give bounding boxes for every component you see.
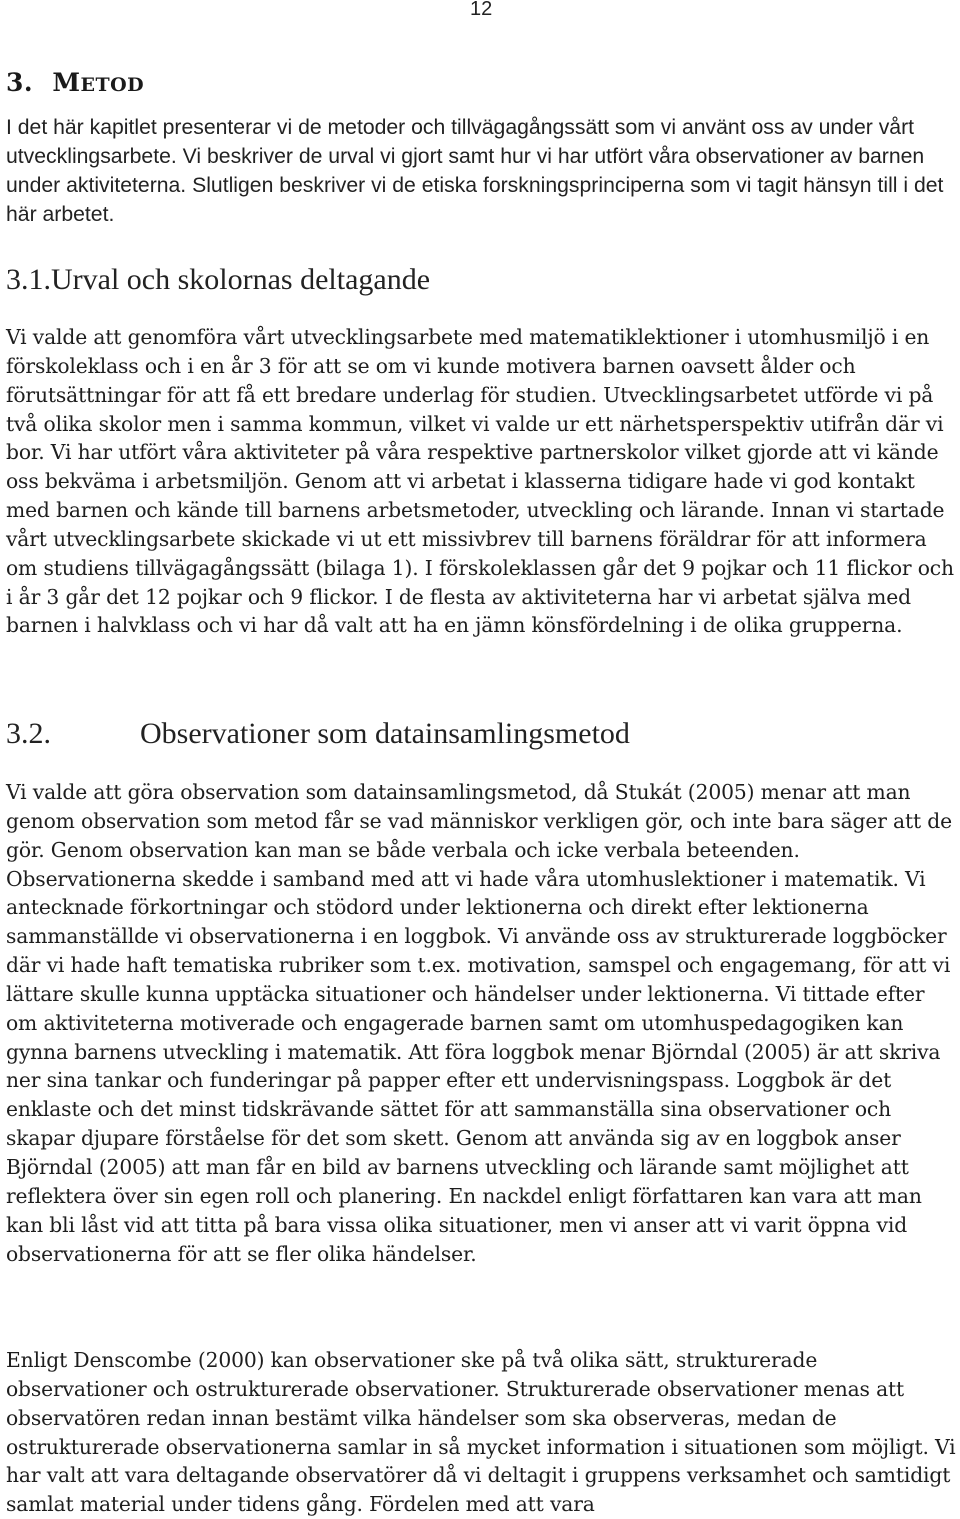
section-title: Urval och skolornas deltagande [51,263,431,296]
section-3-2-paragraph-2: Enligt Denscombe (2000) kan observationer ske på två olika sätt, strukturerade observationer och ostrukturerade observationer. Strukturerade observationer menas att observatören redan innan bestämt vilka händelser som ska observeras, medan de ostrukturerade observationerna samlar in så mycket information i situationen som möjligt. Vi har valt att vara deltagande observatörer då vi deltagit i gruppens verksamhet och samtidigt samlat material under tidens gång. Fördelen med att vara [6,1348,956,1517]
chapter-number: 3. [6,68,34,97]
chapter-title-first-letter: M [52,68,81,97]
page-number: 12 [470,0,493,20]
section-number: 3.1. [6,263,51,296]
chapter-heading [6,68,144,97]
section-heading-3-2 [6,717,630,751]
section-title: Observationer som datainsamlingsmetod [140,717,630,750]
chapter-title-rest: ETOD [80,74,145,96]
intro-paragraph: I det här kapitlet presenterar vi de metoder och tillvägagångssätt som vi använt oss av under vårt utvecklingsarbete. Vi beskriver de urval vi gjort samt hur vi har utfört våra observationer av barnen under aktiviteterna. Slutligen beskriver vi de etiska forskningsprinciperna som vi tagit hänsyn till i det här arbetet. [6,116,944,226]
section-3-1-body: Vi valde att genomföra vårt utvecklingsarbete med matematiklektioner i utomhusmiljö i en förskoleklass och i en år 3 för att se om vi kunde motivera barnen oavsett ålder och förutsättningar för att få ett bredare underlag för studien. Utvecklingsarbetet utförde vi på två olika skolor men i samma kommun, vilket vi valde ur ett närhetsperspektiv utifrån där vi bor. Vi har utfört våra aktiviteter på våra respektive partnerskolor vilket gjorde att vi kände oss bekväma i arbetsmiljön. Genom att vi arbetat i klasserna tidigare hade vi god kontakt med barnen och kände till barnens arbetsmetoder, utveckling och lärande. Innan vi startade vårt utvecklingsarbete skickade vi ut ett missivbrev till barnens föräldrar för att informera om studiens tillvägagångssätt (bilaga 1). I förskoleklassen går det 9 pojkar och 11 flickor och i år 3 går det 12 pojkar och 9 flickor. I de flesta av aktiviteterna har vi arbetat själva med barnen i halvklass och vi har då valt att ha en jämn könsfördelning i de olika grupperna. [6,325,954,638]
section-number: 3.2. [6,717,51,750]
section-3-2-paragraph-1: Vi valde att göra observation som datainsamlingsmetod, då Stukát (2005) menar att man genom observation som metod får se vad människor verkligen gör, och inte bara säger att de gör. Genom observation kan man se både verbala och icke verbala beteenden. Observationerna skedde i samband med att vi hade våra utomhuslektioner i matematik. Vi antecknade förkortningar och stödord under lektionerna och direkt efter lektionerna sammanställde vi observationerna i en loggbok. Vi använde oss av strukturerade loggböcker där vi hade haft tematiska rubriker som t.ex. motivation, samspel och engagemang, för att vi lättare skulle kunna upptäcka situationer och händelser under lektionerna. Vi tittade efter om aktiviteterna motiverade och engagerade barnen samt om utomhuspedagogiken kan gynna barnens utveckling i matematik. Att föra loggbok menar Björndal (2005) är att skriva ner sina tankar och funderingar på papper efter ett undervisningspass. Loggbok är det enklaste och det minst tidskrävande sättet för att sammanställa sina observationer och skapar djupare förståelse för det som skett. Genom att använda sig av en loggbok anser Björndal (2005) att man får en bild av barnens utveckling och lärande samt möjlighet att reflektera över sin egen roll och planering. En nackdel enligt författaren kan vara att man kan bli låst vid att titta på bara vissa olika situationer, men vi anser att vi varit öppna vid observationerna för att se fler olika händelser. [6,780,952,1266]
section-heading-3-1 [6,263,430,297]
